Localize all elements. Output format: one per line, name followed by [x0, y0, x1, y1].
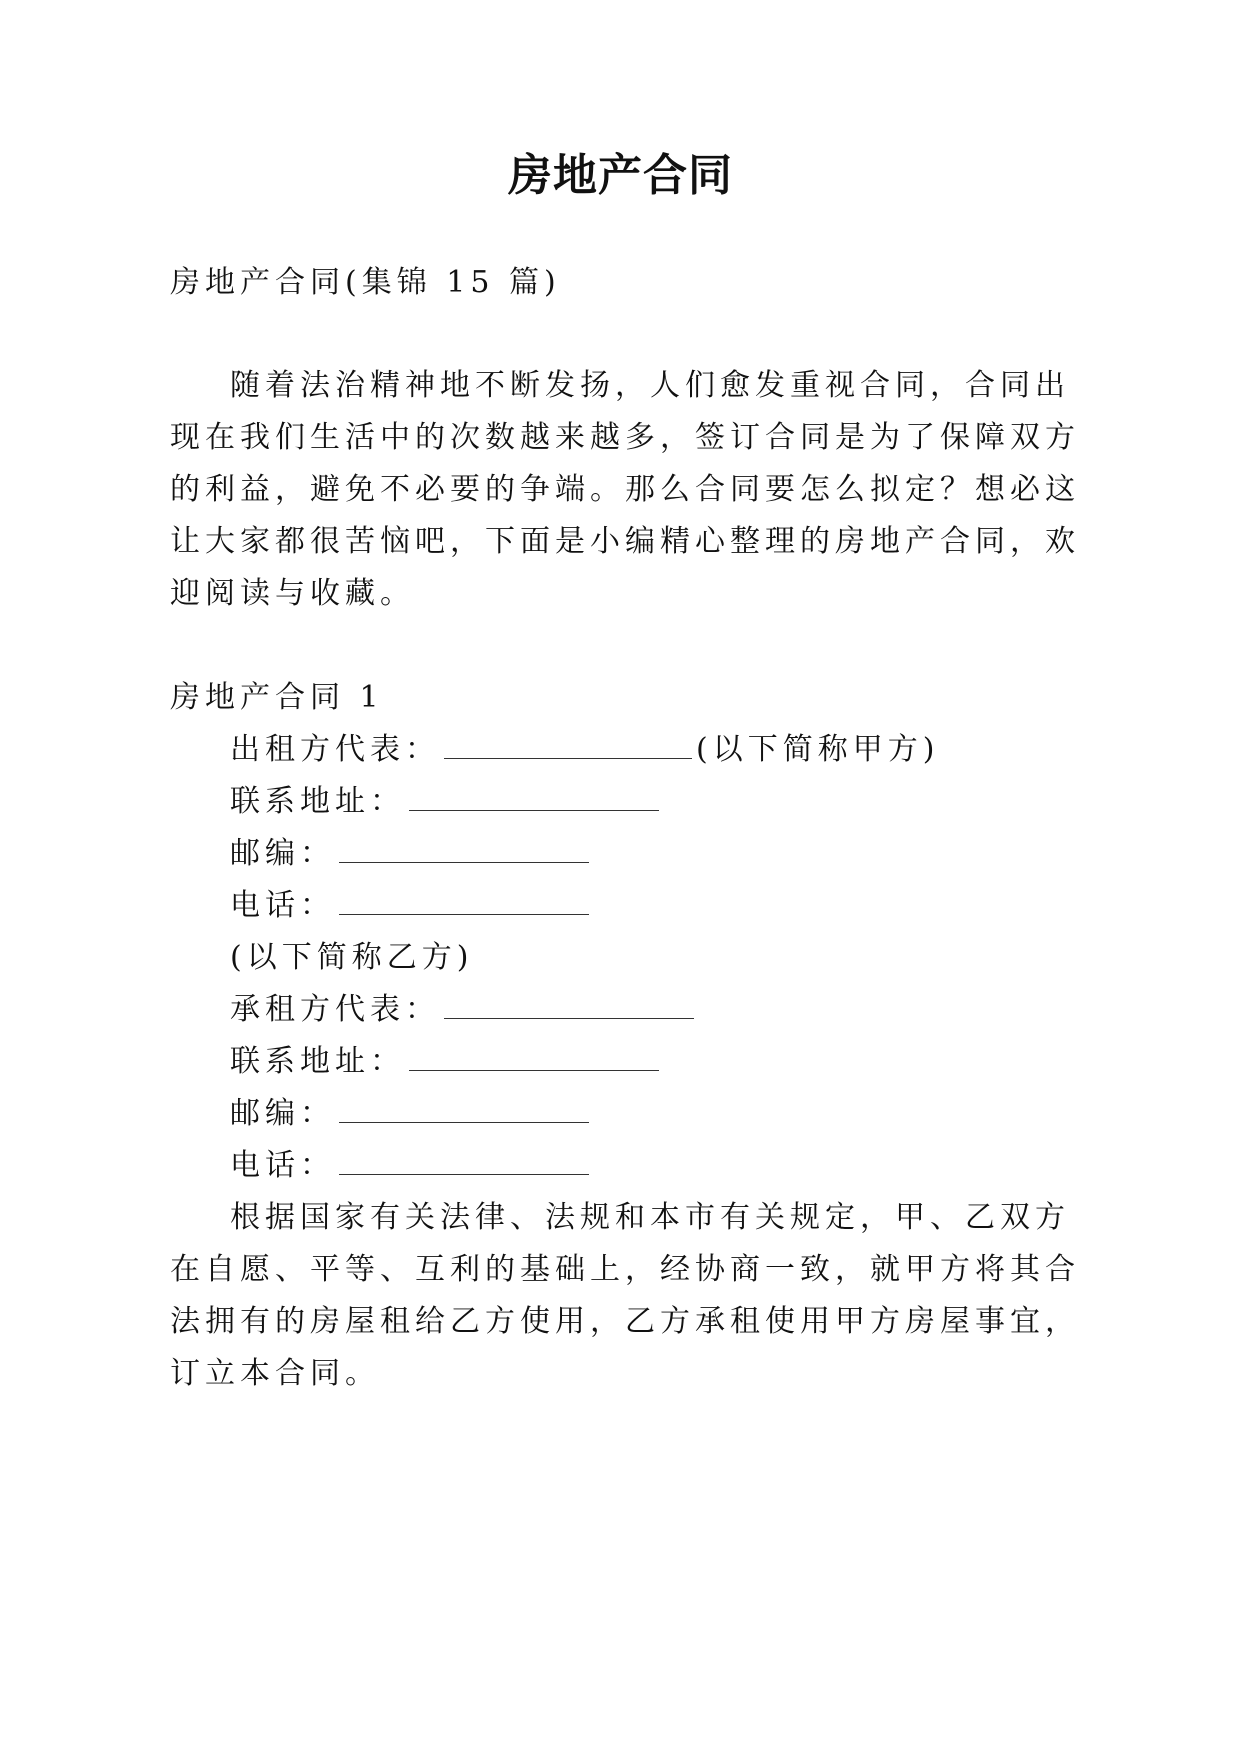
lessee-note: (以下简称乙方) — [230, 940, 474, 975]
document-subtitle: 房地产合同(集锦 15 篇) — [170, 265, 561, 300]
lessee-phone-row — [230, 1148, 593, 1184]
lessor-postcode-row — [230, 836, 593, 872]
intro-line: 迎阅读与收藏。 — [170, 576, 415, 611]
clause-line: 法拥有的房屋租给乙方使用，乙方承租使用甲方房屋事宜， — [170, 1304, 1080, 1339]
lessee-phone-label: 电话： — [230, 1148, 335, 1183]
lessor-phone-row — [230, 888, 593, 924]
lessor-address-row — [230, 784, 663, 820]
intro-line: 随着法治精神地不断发扬，人们愈发重视合同，合同出 — [230, 368, 1070, 403]
lessor-rep-suffix: (以下简称甲方) — [696, 732, 940, 767]
clause-line: 在自愿、平等、互利的基础上，经协商一致，就甲方将其合 — [170, 1252, 1080, 1287]
lessor-address-field[interactable] — [409, 784, 659, 811]
lessee-rep-label: 承租方代表： — [230, 992, 440, 1027]
lessor-address-label: 联系地址： — [230, 784, 405, 819]
lessor-phone-label: 电话： — [230, 888, 335, 923]
lessee-address-row — [230, 1044, 663, 1080]
lessee-rep-field[interactable] — [444, 992, 694, 1019]
document-title: 房地产合同 — [508, 150, 733, 201]
clause-line: 根据国家有关法律、法规和本市有关规定，甲、乙双方 — [230, 1200, 1070, 1235]
section-heading: 房地产合同 1 — [170, 680, 384, 715]
lessor-rep-label: 出租方代表： — [230, 732, 440, 767]
lessor-postcode-field[interactable] — [339, 836, 589, 863]
lessor-rep-field[interactable] — [444, 732, 692, 759]
lessee-address-label: 联系地址： — [230, 1044, 405, 1079]
lessor-rep-row — [230, 732, 939, 768]
lessee-postcode-label: 邮编： — [230, 1096, 335, 1131]
lessor-phone-field[interactable] — [339, 888, 589, 915]
lessee-postcode-field[interactable] — [339, 1096, 589, 1123]
intro-line: 现在我们生活中的次数越来越多，签订合同是为了保障双方 — [170, 420, 1080, 455]
lessee-phone-field[interactable] — [339, 1148, 589, 1175]
lessor-postcode-label: 邮编： — [230, 836, 335, 871]
clause-line: 订立本合同。 — [170, 1356, 380, 1391]
lessee-postcode-row — [230, 1096, 593, 1132]
intro-line: 的利益，避免不必要的争端。那么合同要怎么拟定？想必这 — [170, 472, 1080, 507]
lessee-rep-row — [230, 992, 698, 1028]
intro-line: 让大家都很苦恼吧，下面是小编精心整理的房地产合同，欢 — [170, 524, 1080, 559]
lessee-address-field[interactable] — [409, 1044, 659, 1071]
